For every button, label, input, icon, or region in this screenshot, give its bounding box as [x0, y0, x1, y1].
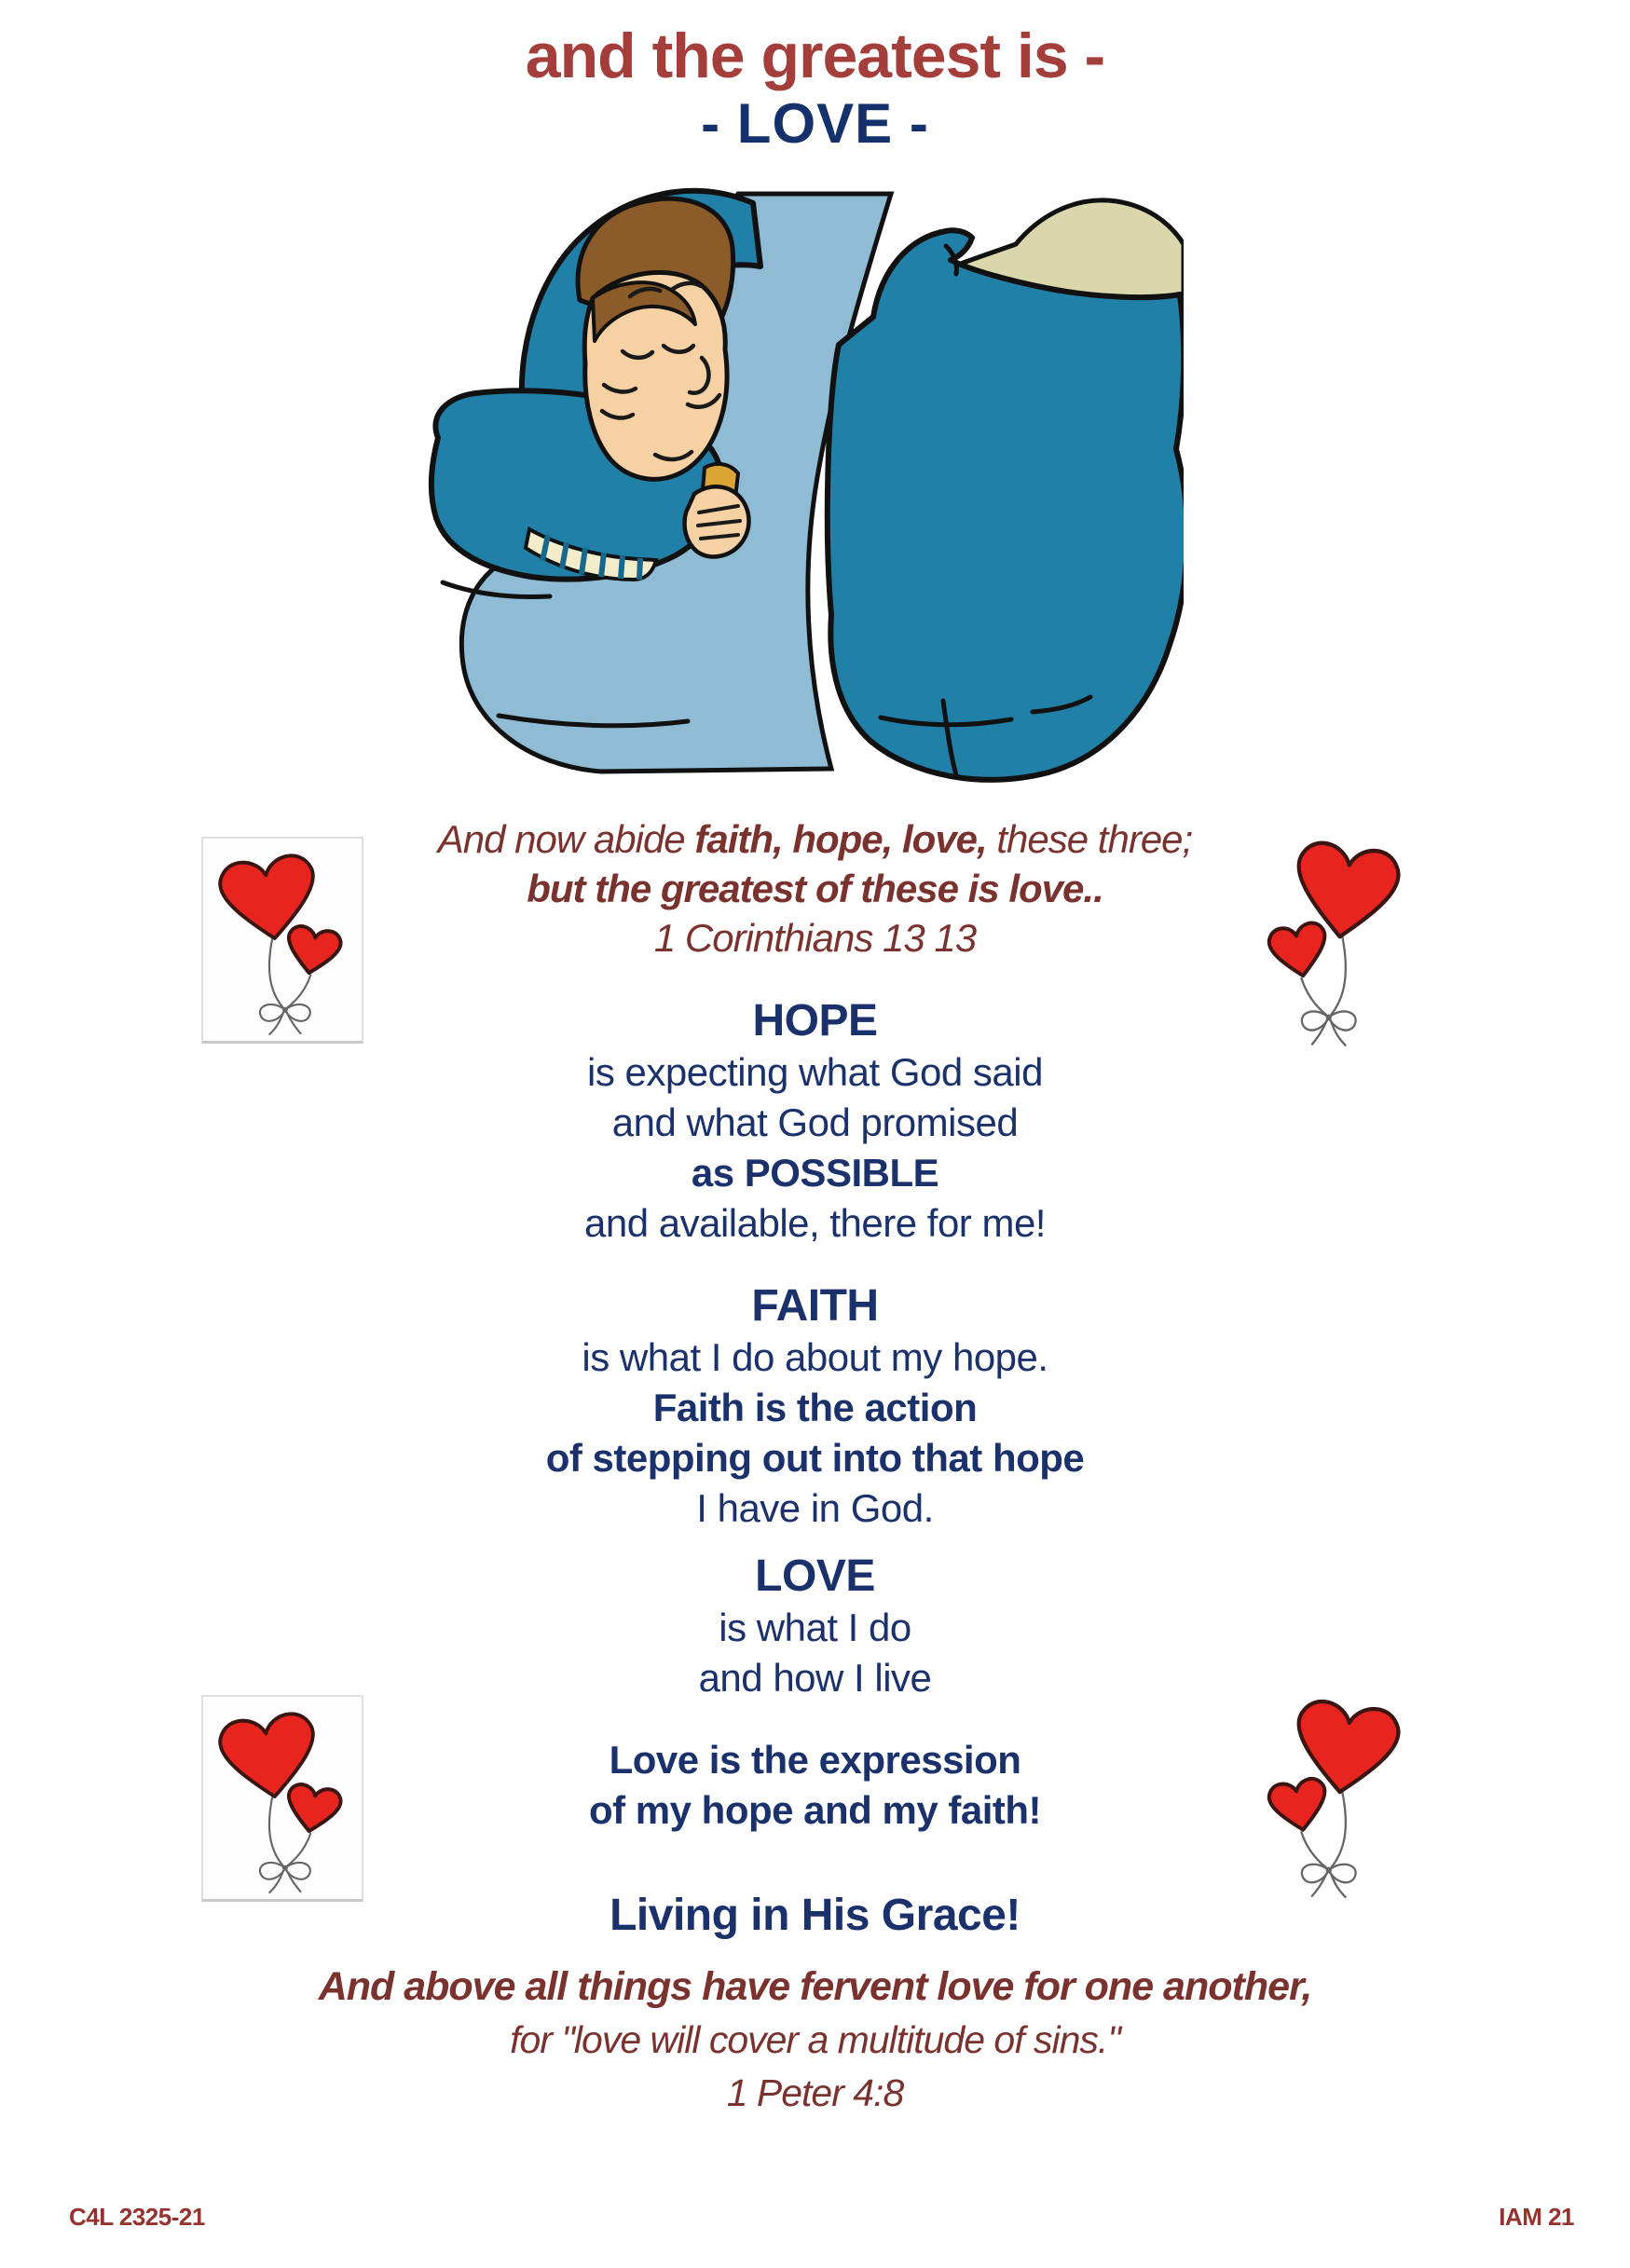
- expression-line: Love is the expression: [609, 1738, 1021, 1782]
- peter-reference: 1 Peter 4:8: [726, 2071, 904, 2114]
- scripture-corinthians: [0, 814, 1630, 963]
- sleeping-child-illustration: [410, 158, 1184, 783]
- section-faith: [0, 1280, 1630, 1534]
- peter-line-2: for "love will cover a multitude of sins.": [510, 2018, 1120, 2061]
- footer-code-left: C4L 2325-21: [69, 2203, 205, 2231]
- faith-line: I have in God.: [696, 1486, 934, 1530]
- hope-line: and what God promised: [611, 1100, 1019, 1144]
- expression-line: of my hope and my faith!: [588, 1788, 1042, 1832]
- grace-line: Living in His Grace!: [610, 1891, 1020, 1940]
- page-title: and the greatest is -: [525, 20, 1105, 91]
- faith-heading: FAITH: [751, 1281, 879, 1331]
- love-line: and how I live: [698, 1656, 932, 1700]
- section-hope: [0, 995, 1630, 1249]
- section-love: [0, 1551, 1630, 1703]
- hope-line: and available, there for me!: [584, 1201, 1046, 1245]
- hope-line: is expecting what God said: [587, 1050, 1043, 1094]
- love-heading: LOVE: [755, 1551, 875, 1601]
- love-line: is what I do: [719, 1605, 911, 1649]
- faith-line-emphasis: of stepping out into that hope: [545, 1436, 1085, 1480]
- faith-line-emphasis: Faith is the action: [652, 1386, 978, 1429]
- scripture-reference: 1 Corinthians 13 13: [653, 916, 977, 960]
- hope-heading: HOPE: [752, 996, 878, 1045]
- page-subtitle: - LOVE -: [701, 92, 929, 155]
- love-expression: [0, 1735, 1630, 1836]
- footer-code-right: IAM 21: [1499, 2203, 1574, 2231]
- faith-line: is what I do about my hope.: [582, 1335, 1048, 1379]
- scripture-line-2: but the greatest of these is love..: [527, 867, 1103, 910]
- scripture-peter: [0, 1961, 1630, 2120]
- sleeping-child-hugging-pillow-illustration: [410, 158, 1184, 783]
- peter-line-1: And above all things have fervent love for one another,: [318, 1964, 1312, 2009]
- hope-line-emphasis: as POSSIBLE: [691, 1151, 939, 1195]
- scripture-line-1: And now abide faith, hope, love, these three;: [437, 817, 1193, 861]
